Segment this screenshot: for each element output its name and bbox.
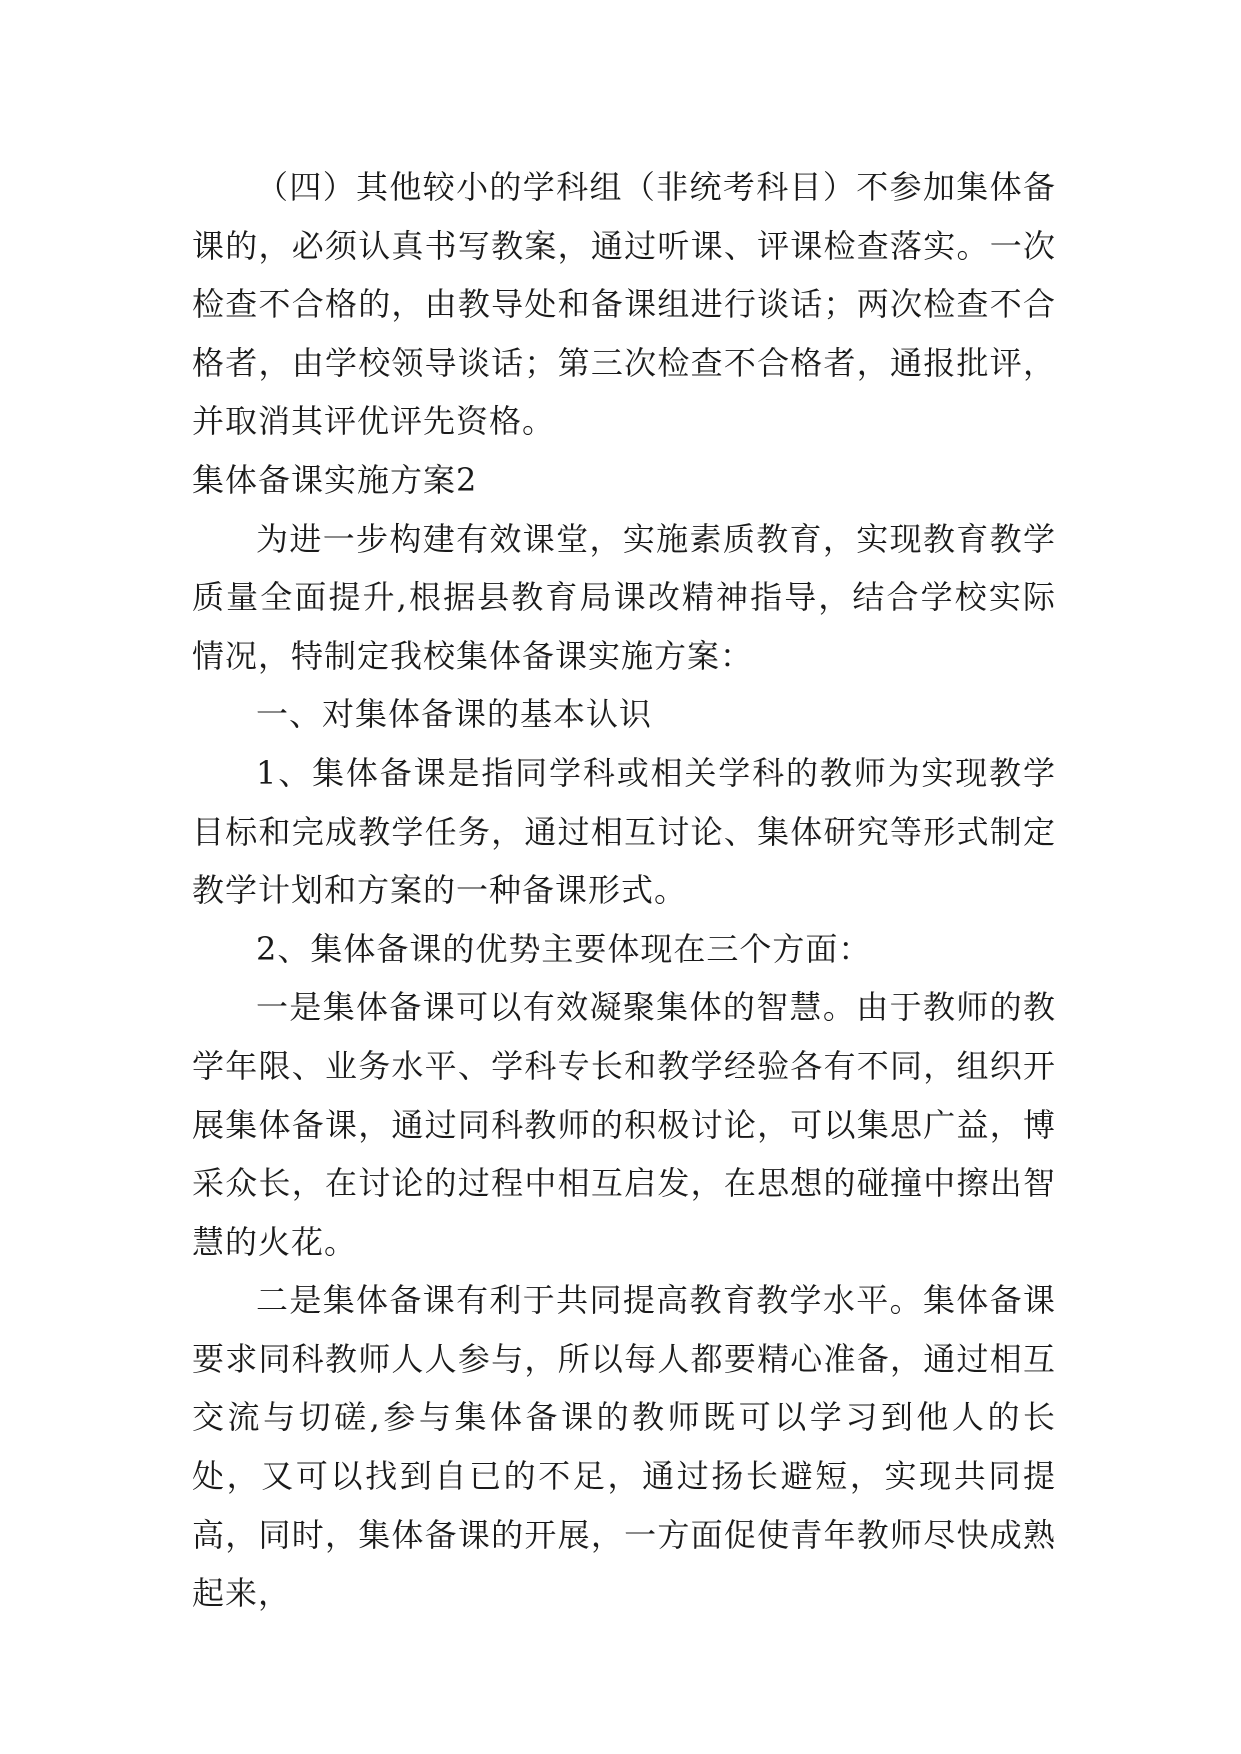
- document-page: [192, 158, 1056, 1623]
- intro-paragraph: 为进一步构建有效课堂，实施素质教育，实现教育教学质量全面提升,根据县教育局课改精神指导，结合学校实际情况，特制定我校集体备课实施方案：: [192, 519, 1056, 675]
- paragraph-item-4-rule: （四）其他较小的学科组（非统考科目）不参加集体备课的，必须认真书写教案，通过听课、评课检查落实。一次检查不合格的，由教导处和备课组进行谈话；两次检查不合格者，由学校领导谈话；第三次检查不合格者，通报批评，并取消其评优评先资格。: [192, 168, 1056, 441]
- section-heading: 集体备课实施方案2: [192, 460, 478, 499]
- paragraph-advantage-one: 一是集体备课可以有效凝聚集体的智慧。由于教师的教学年限、业务水平、学科专长和教学经验各有不同，组织开展集体备课，通过同科教师的积极讨论，可以集思广益，博采众长，在讨论的过程中相互启发，在思想的碰撞中擦出智慧的火花。: [192, 988, 1056, 1261]
- paragraph-advantages-intro: 2、集体备课的优势主要体现在三个方面：: [256, 929, 872, 968]
- subheading-basic-understanding: 一、对集体备课的基本认识: [256, 695, 653, 734]
- paragraph-definition: 1、集体备课是指同学科或相关学科的教师为实现教学目标和完成教学任务，通过相互讨论、集体研究等形式制定教学计划和方案的一种备课形式。: [192, 753, 1056, 910]
- paragraph-advantage-two: 二是集体备课有利于共同提高教育教学水平。集体备课要求同科教师人人参与，所以每人都要精心准备，通过相互交流与切磋,参与集体备课的教师既可以学习到他人的长处，又可以找到自已的不足，通过扬长避短，实现共同提高，同时，集体备课的开展，一方面促使青年教师尽快成熟起来，: [192, 1281, 1056, 1613]
